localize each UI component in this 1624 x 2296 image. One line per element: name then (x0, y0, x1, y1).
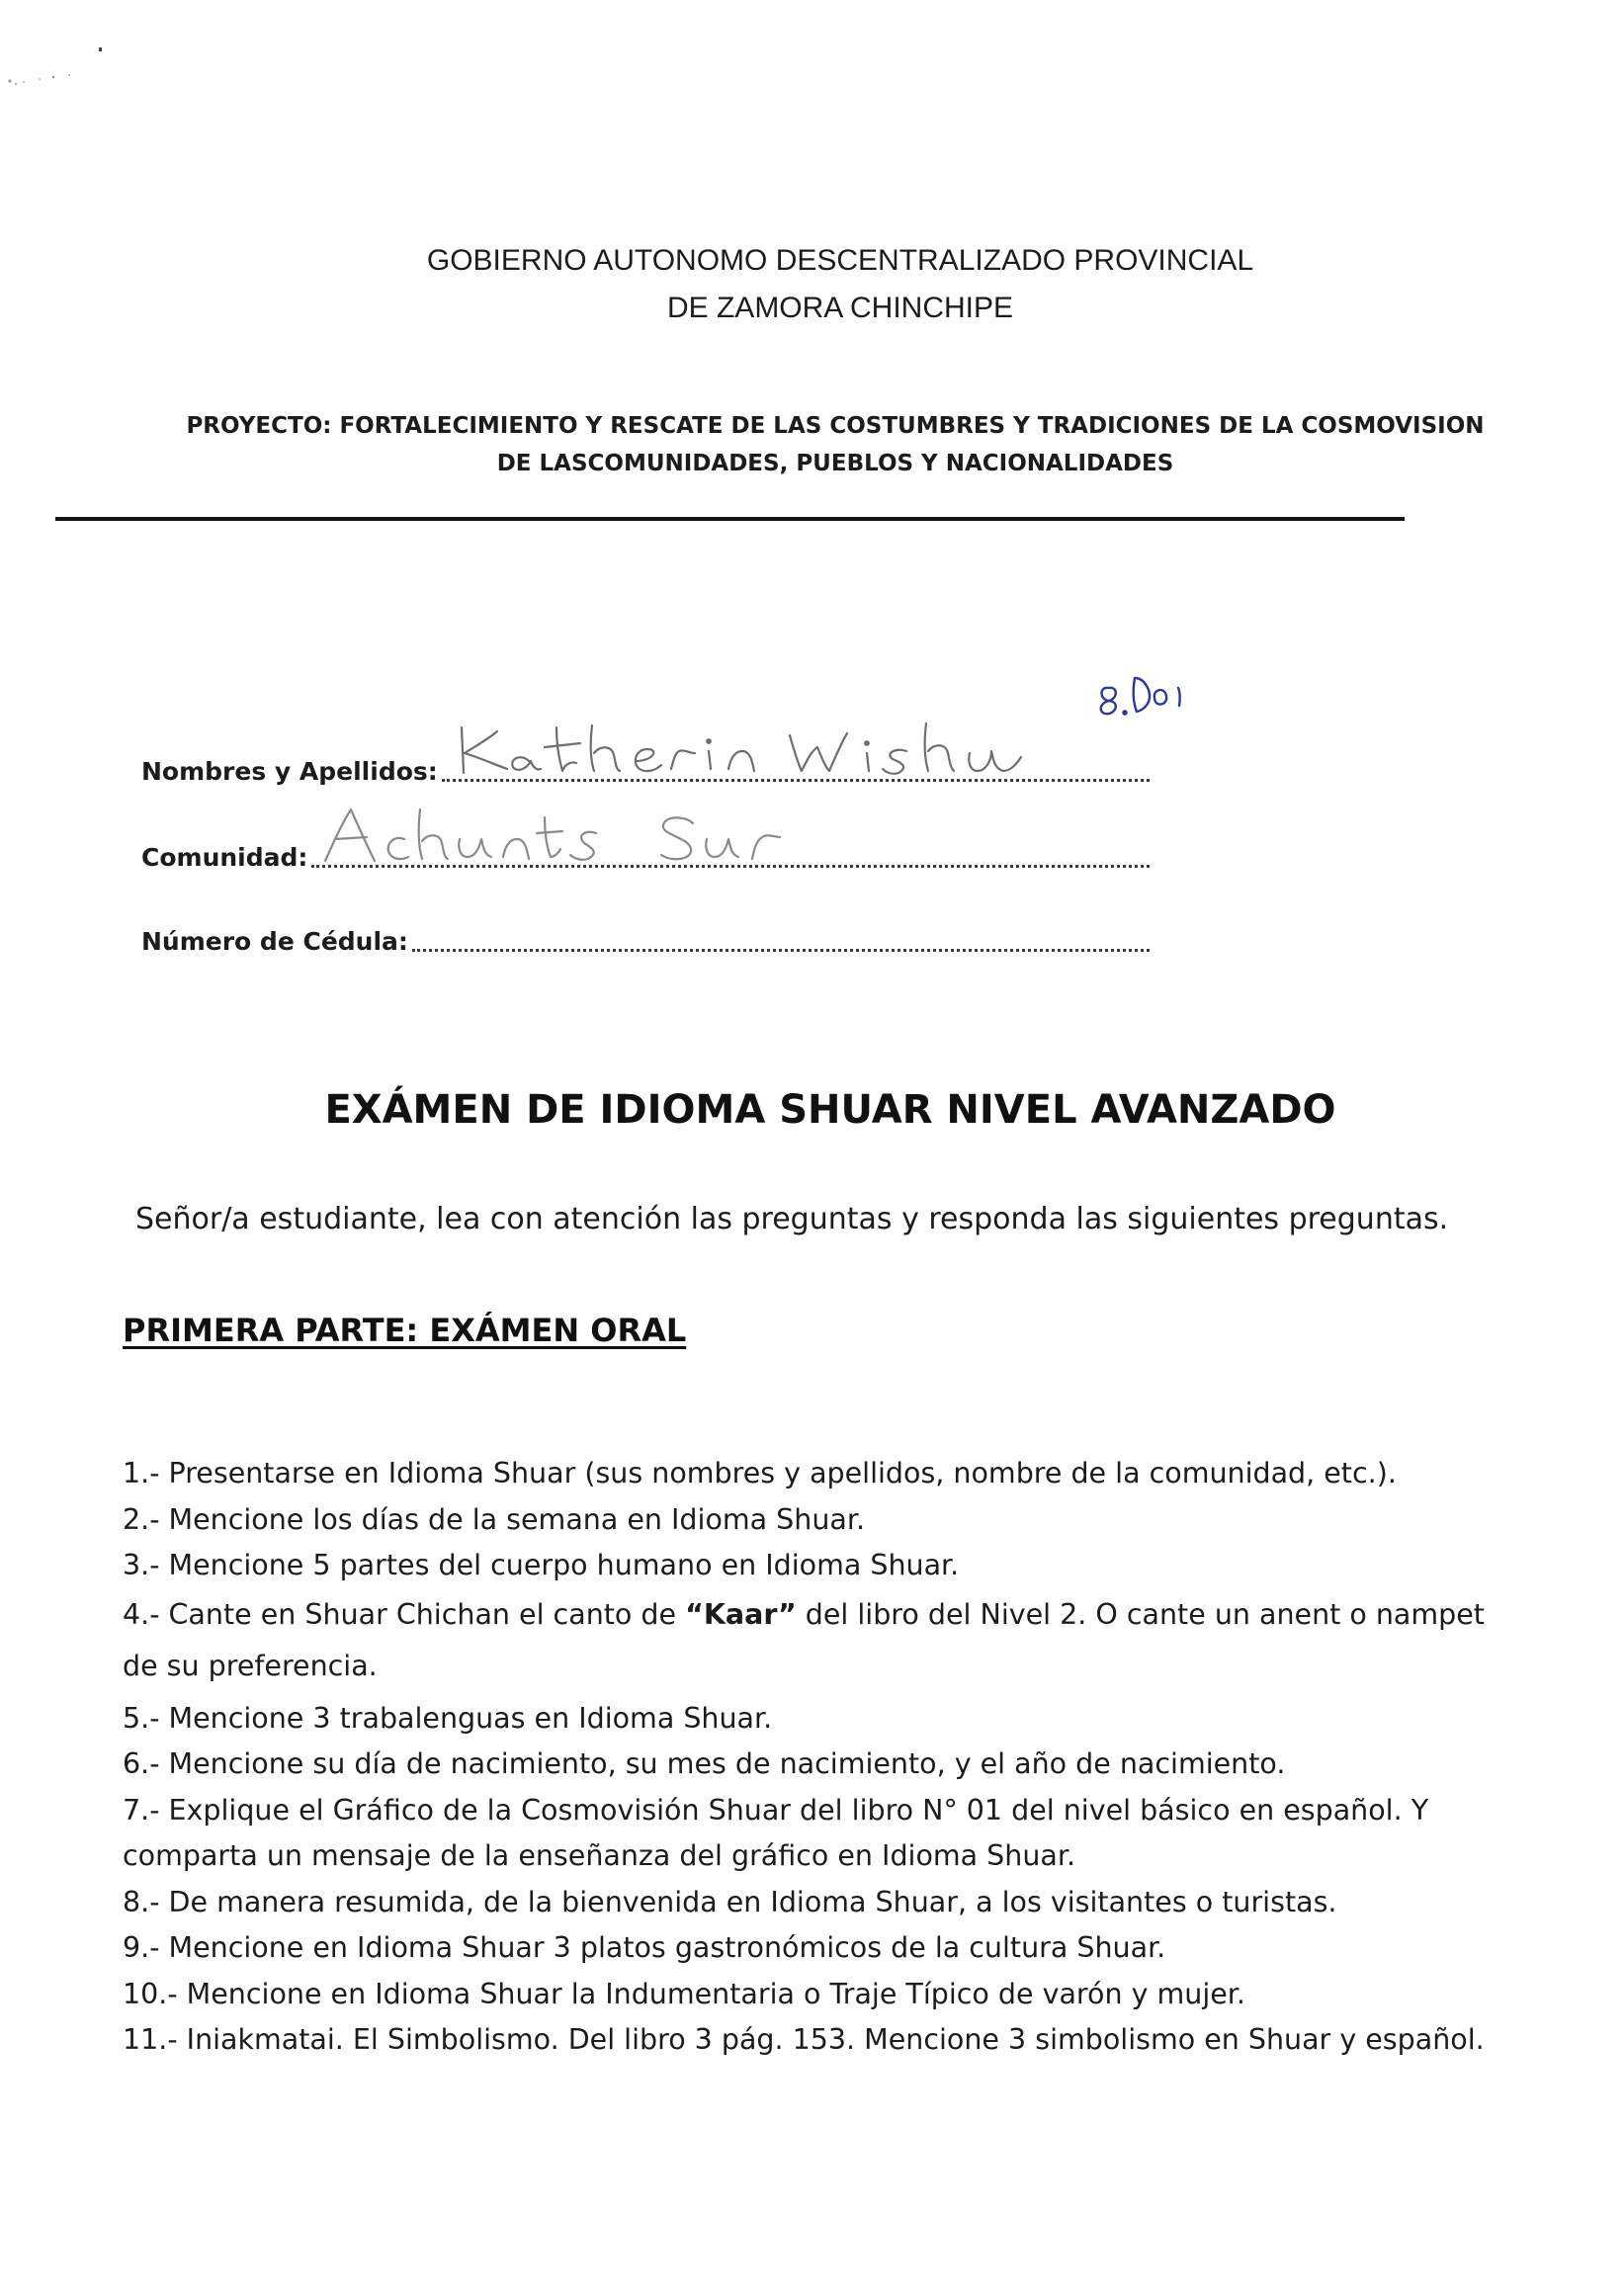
government-header-line-1: GOBIERNO AUTONOMO DESCENTRALIZADO PROVINCIAL (426, 244, 1254, 277)
question-item: 6.- Mencione su día de nacimiento, su mes de nacimiento, y el año de nacimiento. (123, 1747, 1286, 1780)
project-header-line-1: PROYECTO: FORTALECIMIENTO Y RESCATE DE LAS COSTUMBRES Y TRADICIONES DE LA COSMOVISION (186, 413, 1485, 439)
section-heading: PRIMERA PARTE: EXÁMEN ORAL (123, 1312, 687, 1349)
question-item: 1.- Presentarse en Idioma Shuar (sus nombres y apellidos, nombre de la comunidad, etc.). (123, 1457, 1397, 1489)
community-field-label: Comunidad: (141, 843, 308, 872)
question-text: 7.- Explique el Gráfico de la Cosmovisión Shuar del libro N° 01 del nivel básico en español. Y (123, 1793, 1429, 1827)
exam-instruction: Señor/a estudiante, lea con atención las preguntas y responda las siguientes preguntas. (135, 1202, 1449, 1236)
name-field-row (141, 744, 1150, 788)
handwritten-grade (1095, 664, 1214, 727)
government-header-line-2: DE ZAMORA CHINCHIPE (666, 292, 1014, 324)
question-item: 5.- Mencione 3 trabalenguas en Idioma Shuar. (123, 1701, 773, 1735)
name-handwriting (442, 718, 1035, 779)
question-item (123, 1589, 1566, 1692)
question-item: 10.- Mencione en Idioma Shuar la Indumentaria o Traje Típico de varón y mujer. (123, 1977, 1245, 2010)
question-item: 2.- Mencione los días de la semana en Idioma Shuar. (123, 1502, 866, 1536)
id-number-field-row (141, 914, 1150, 958)
id-number-field-label: Número de Cédula: (141, 927, 408, 956)
question-text: del libro del Nivel 2. O cante un anent o nampet (796, 1597, 1485, 1631)
project-header-line-2: DE LASCOMUNIDADES, PUEBLOS Y NACIONALIDADES (496, 451, 1174, 476)
id-number-field[interactable] (412, 919, 1150, 952)
project-header (148, 407, 1522, 482)
question-list (123, 1451, 1566, 2064)
question-item: 8.- De manera resumida, de la bienvenida en Idioma Shuar, a los visitantes o turistas. (123, 1885, 1337, 1918)
community-field[interactable] (311, 835, 1150, 868)
song-title: “Kaar” (685, 1597, 797, 1631)
question-item: 11.- Iniakmatai. El Simbolismo. Del libro 3 pág. 153. Mencione 3 simbolismo en Shuar y español. (123, 2023, 1485, 2056)
question-text: de su preferencia. (123, 1649, 378, 1682)
header-divider (55, 517, 1405, 521)
question-text: comparta un mensaje de la enseñanza del gráfico en Idioma Shuar. (123, 1839, 1076, 1872)
community-handwriting (317, 804, 812, 865)
question-text: 4.- Cante en Shuar Chichan el canto de (123, 1597, 686, 1631)
name-field[interactable] (442, 749, 1150, 782)
community-field-row (141, 830, 1150, 874)
government-header (297, 237, 1384, 332)
question-item: 3.- Mencione 5 partes del cuerpo humano en Idioma Shuar. (123, 1549, 960, 1581)
question-item (123, 1788, 1566, 1880)
exam-title: EXÁMEN DE IDIOMA SHUAR NIVEL AVANZADO (324, 1087, 1336, 1133)
scan-specks (0, 40, 119, 99)
name-field-label: Nombres y Apellidos: (141, 757, 438, 786)
question-item: 9.- Mencione en Idioma Shuar 3 platos gastronómicos de la cultura Shuar. (123, 1931, 1166, 1964)
